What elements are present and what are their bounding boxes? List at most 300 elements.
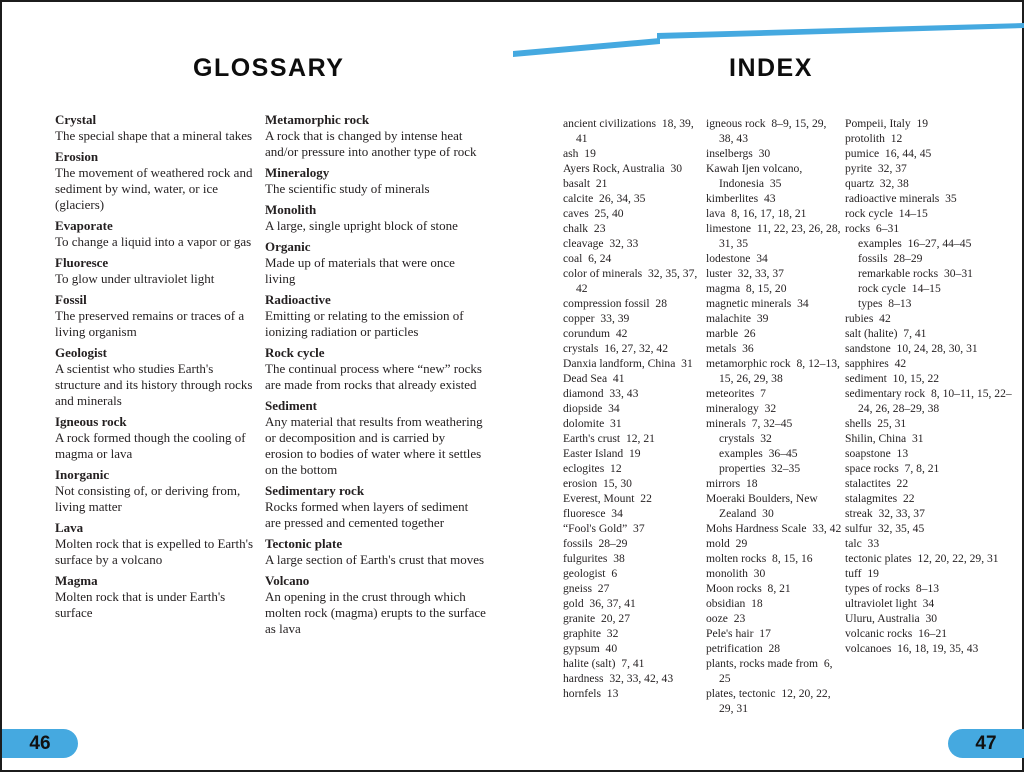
index-entry bbox=[563, 656, 700, 671]
index-entry bbox=[563, 371, 700, 386]
index-term: luster bbox=[706, 267, 732, 280]
index-entry bbox=[706, 311, 843, 326]
glossary-definition: Any material that results from weathering or decomposition and is carried by erosion to bodies of water where it settles on the bottom bbox=[265, 414, 483, 477]
index-pages: 32, 35, 37, 42 bbox=[576, 267, 698, 295]
index-pages: 18 bbox=[745, 477, 758, 490]
index-entry bbox=[845, 236, 1012, 251]
index-term: ash bbox=[563, 147, 579, 160]
index-pages: 12, 20, 22, 29, 31 bbox=[917, 552, 999, 565]
index-entry bbox=[706, 446, 843, 461]
glossary-term: Fluoresce bbox=[55, 255, 109, 270]
glossary-term: Sedimentary rock bbox=[265, 483, 365, 498]
index-pages: 16, 18, 19, 35, 43 bbox=[897, 642, 979, 655]
index-term: Kawah Ijen volcano, Indonesia bbox=[706, 162, 803, 190]
index-entry bbox=[706, 656, 843, 686]
index-term: shells bbox=[845, 417, 872, 430]
index-entry bbox=[706, 281, 843, 296]
index-pages: 34 bbox=[611, 507, 623, 520]
index-term: coal bbox=[563, 252, 583, 265]
index-pages: 6, 25 bbox=[719, 657, 833, 685]
glossary-term: Monolith bbox=[265, 202, 317, 217]
glossary-entry bbox=[265, 345, 486, 393]
index-entry bbox=[706, 686, 843, 716]
index-entry bbox=[563, 341, 700, 356]
glossary-definition: To glow under ultraviolet light bbox=[55, 271, 215, 286]
index-entry bbox=[845, 191, 1012, 206]
index-pages: 14–15 bbox=[898, 207, 928, 220]
index-pages: 32, 33, 37 bbox=[878, 507, 925, 520]
index-pages: 30 bbox=[670, 162, 683, 175]
index-term: rubies bbox=[845, 312, 874, 325]
index-entry bbox=[845, 476, 1012, 491]
index-entry bbox=[706, 386, 843, 401]
index-entry bbox=[706, 596, 843, 611]
index-term: marble bbox=[706, 327, 739, 340]
index-term: salt (halite) bbox=[845, 327, 898, 340]
glossary-entry bbox=[265, 292, 486, 340]
index-entry bbox=[706, 266, 843, 281]
index-entry bbox=[563, 146, 700, 161]
index-entry bbox=[706, 296, 843, 311]
index-term: hardness bbox=[563, 672, 604, 685]
index-term: rock cycle bbox=[858, 282, 906, 295]
index-pages: 22 bbox=[896, 477, 909, 490]
index-term: graphite bbox=[563, 627, 601, 640]
index-entry bbox=[706, 431, 843, 446]
index-entry bbox=[563, 401, 700, 416]
index-term: erosion bbox=[563, 477, 598, 490]
index-entry bbox=[706, 326, 843, 341]
index-pages: 32, 33, 37 bbox=[737, 267, 784, 280]
index-entry bbox=[563, 521, 700, 536]
glossary-entry bbox=[55, 112, 257, 144]
index-pages: 32, 33 bbox=[609, 237, 639, 250]
index-pages: 33, 39 bbox=[600, 312, 630, 325]
index-pages: 28–29 bbox=[893, 252, 923, 265]
index-term: sedimentary rock bbox=[845, 387, 926, 400]
index-entry bbox=[563, 266, 700, 296]
index-pages: 13 bbox=[896, 447, 909, 460]
index-term: caves bbox=[563, 207, 589, 220]
index-term: examples bbox=[858, 237, 902, 250]
index-pages: 31 bbox=[681, 357, 693, 370]
index-term: lava bbox=[706, 207, 726, 220]
index-entry bbox=[563, 236, 700, 251]
index-entry bbox=[845, 116, 1012, 131]
index-term: metals bbox=[706, 342, 737, 355]
index-term: properties bbox=[719, 462, 766, 475]
glossary-term: Organic bbox=[265, 239, 311, 254]
index-entry bbox=[563, 296, 700, 311]
glossary-definition: Made up of materials that were once living bbox=[265, 255, 455, 286]
index-entry bbox=[706, 116, 843, 146]
index-pages: 11, 22, 23, 26, 28, 31, 35 bbox=[719, 222, 841, 250]
index-term: compression fossil bbox=[563, 297, 650, 310]
glossary-column-1 bbox=[55, 112, 257, 626]
glossary-definition: Molten rock that is expelled to Earth's surface by a volcano bbox=[55, 536, 254, 567]
index-term: sulfur bbox=[845, 522, 873, 535]
index-pages: 7, 32–45 bbox=[751, 417, 793, 430]
glossary-term: Radioactive bbox=[265, 292, 331, 307]
index-pages: 21 bbox=[595, 177, 608, 190]
index-pages: 19 bbox=[629, 447, 641, 460]
index-pages: 7 bbox=[760, 387, 766, 400]
index-pages: 36, 37, 41 bbox=[589, 597, 636, 610]
index-term: sandstone bbox=[845, 342, 891, 355]
glossary-entry bbox=[265, 112, 486, 160]
index-term: meteorites bbox=[706, 387, 755, 400]
index-pages: 16–21 bbox=[918, 627, 948, 640]
index-pages: 34 bbox=[797, 297, 809, 310]
index-term: ultraviolet light bbox=[845, 597, 917, 610]
glossary-term: Lava bbox=[55, 520, 84, 535]
index-pages: 30 bbox=[762, 507, 774, 520]
glossary-definition: The continual process where “new” rocks are made from rocks that already existed bbox=[265, 361, 482, 392]
index-pages: 39 bbox=[756, 312, 769, 325]
index-term: basalt bbox=[563, 177, 591, 190]
index-pages: 22 bbox=[902, 492, 915, 505]
glossary-term: Mineralogy bbox=[265, 165, 330, 180]
index-entry bbox=[845, 161, 1012, 176]
glossary-entry bbox=[265, 483, 486, 531]
index-column-2 bbox=[706, 116, 843, 716]
index-entry bbox=[563, 506, 700, 521]
glossary-term: Inorganic bbox=[55, 467, 110, 482]
index-term: mineralogy bbox=[706, 402, 759, 415]
index-term: calcite bbox=[563, 192, 594, 205]
index-column-1 bbox=[563, 116, 700, 701]
index-pages: 12, 21 bbox=[625, 432, 655, 445]
index-pages: 8–13 bbox=[888, 297, 912, 310]
index-entry bbox=[706, 476, 843, 491]
index-entry bbox=[706, 461, 843, 476]
index-pages: 26, 34, 35 bbox=[599, 192, 646, 205]
index-term: ooze bbox=[706, 612, 728, 625]
glossary-definition: Emitting or relating to the emission of ionizing radiation or particles bbox=[265, 308, 464, 339]
glossary-term: Fossil bbox=[55, 292, 87, 307]
index-entry bbox=[563, 206, 700, 221]
glossary-definition: The scientific study of minerals bbox=[265, 181, 430, 196]
glossary-definition: A large, single upright block of stone bbox=[265, 218, 458, 233]
index-pages: 36 bbox=[742, 342, 754, 355]
index-term: Pele's hair bbox=[706, 627, 754, 640]
index-entry bbox=[706, 356, 843, 386]
index-term: diopside bbox=[563, 402, 603, 415]
index-term: minerals bbox=[706, 417, 746, 430]
index-pages: 31 bbox=[912, 432, 924, 445]
index-pages: 30–31 bbox=[943, 267, 973, 280]
index-entry bbox=[563, 416, 700, 431]
glossary-term: Sediment bbox=[265, 398, 317, 413]
glossary-term: Igneous rock bbox=[55, 414, 127, 429]
index-pages: 30 bbox=[753, 567, 766, 580]
index-entry bbox=[563, 161, 700, 176]
index-pages: 25, 40 bbox=[594, 207, 624, 220]
index-pages: 12, 20, 22, 29, 31 bbox=[719, 687, 831, 715]
index-term: dolomite bbox=[563, 417, 605, 430]
index-entry bbox=[706, 641, 843, 656]
index-pages: 32 bbox=[606, 627, 619, 640]
index-pages: 43 bbox=[763, 192, 776, 205]
index-pages: 16, 27, 32, 42 bbox=[604, 342, 668, 355]
index-page-title: INDEX bbox=[729, 54, 813, 82]
index-entry bbox=[706, 416, 843, 431]
glossary-definition: Molten rock that is under Earth's surface bbox=[55, 589, 226, 620]
index-entry bbox=[563, 671, 700, 686]
index-entry bbox=[845, 296, 1012, 311]
index-term: Easter Island bbox=[563, 447, 624, 460]
index-entry bbox=[563, 491, 700, 506]
glossary-term: Metamorphic rock bbox=[265, 112, 370, 127]
index-term: granite bbox=[563, 612, 596, 625]
glossary-entry bbox=[55, 345, 257, 409]
index-entry bbox=[706, 566, 843, 581]
index-entry bbox=[845, 611, 1012, 626]
index-entry bbox=[845, 206, 1012, 221]
index-entry bbox=[845, 416, 1012, 431]
index-entry bbox=[845, 641, 1012, 656]
index-pages: 27 bbox=[597, 582, 610, 595]
index-term: mirrors bbox=[706, 477, 741, 490]
index-entry bbox=[563, 221, 700, 236]
glossary-entry bbox=[55, 292, 257, 340]
index-term: volcanic rocks bbox=[845, 627, 913, 640]
index-entry bbox=[845, 386, 1012, 416]
index-term: streak bbox=[845, 507, 873, 520]
glossary-entry bbox=[265, 573, 486, 637]
index-entry bbox=[845, 506, 1012, 521]
index-term: fulgurites bbox=[563, 552, 608, 565]
index-pages: 8, 16, 17, 18, 21 bbox=[731, 207, 807, 220]
index-pages: 22 bbox=[640, 492, 652, 505]
index-term: obsidian bbox=[706, 597, 746, 610]
index-term: Moon rocks bbox=[706, 582, 762, 595]
index-entry bbox=[845, 371, 1012, 386]
index-entry bbox=[563, 476, 700, 491]
index-entry bbox=[706, 626, 843, 641]
index-term: stalagmites bbox=[845, 492, 898, 505]
glossary-definition: A rock formed though the cooling of magma or lava bbox=[55, 430, 246, 461]
index-term: pyrite bbox=[845, 162, 873, 175]
index-pages: 32, 38 bbox=[879, 177, 909, 190]
index-entry bbox=[845, 521, 1012, 536]
index-term: petrification bbox=[706, 642, 763, 655]
index-pages: 32, 35, 45 bbox=[877, 522, 925, 535]
index-term: gneiss bbox=[563, 582, 592, 595]
index-entry bbox=[845, 221, 1012, 236]
index-pages: 32, 37 bbox=[877, 162, 907, 175]
index-term: eclogites bbox=[563, 462, 605, 475]
index-entry bbox=[563, 461, 700, 476]
index-entry bbox=[845, 266, 1012, 281]
index-entry bbox=[845, 566, 1012, 581]
index-entry bbox=[706, 146, 843, 161]
index-pages: 23 bbox=[593, 222, 606, 235]
index-pages: 42 bbox=[894, 357, 907, 370]
index-pages: 16, 44, 45 bbox=[884, 147, 932, 160]
index-column-3 bbox=[845, 116, 1012, 656]
glossary-definition: A scientist who studies Earth's structure and its history through rocks and minerals bbox=[55, 361, 253, 408]
index-pages: 42 bbox=[615, 327, 628, 340]
index-term: quartz bbox=[845, 177, 874, 190]
index-term: Danxia landform, China bbox=[563, 357, 676, 370]
index-pages: 12 bbox=[890, 132, 903, 145]
index-entry bbox=[845, 626, 1012, 641]
glossary-definition: The movement of weathered rock and sediment by wind, water, or ice (glaciers) bbox=[55, 165, 253, 212]
glossary-term: Magma bbox=[55, 573, 98, 588]
index-term: tectonic plates bbox=[845, 552, 912, 565]
index-term: mold bbox=[706, 537, 730, 550]
index-pages: 36–45 bbox=[768, 447, 798, 460]
index-pages: 10, 15, 22 bbox=[892, 372, 940, 385]
index-entry bbox=[706, 221, 843, 251]
index-term: color of minerals bbox=[563, 267, 643, 280]
glossary-term: Evaporate bbox=[55, 218, 113, 233]
index-entry bbox=[845, 431, 1012, 446]
glossary-entry bbox=[55, 149, 257, 213]
blue-stripe-right-segment bbox=[657, 23, 1024, 39]
index-pages: 32–35 bbox=[771, 462, 801, 475]
index-term: sediment bbox=[845, 372, 887, 385]
index-entry bbox=[845, 131, 1012, 146]
index-term: crystals bbox=[563, 342, 599, 355]
index-pages: 20, 27 bbox=[601, 612, 630, 625]
glossary-definition: A large section of Earth's crust that moves bbox=[265, 552, 485, 567]
index-entry bbox=[563, 551, 700, 566]
index-term: space rocks bbox=[845, 462, 899, 475]
index-term: lodestone bbox=[706, 252, 751, 265]
index-term: volcanoes bbox=[845, 642, 892, 655]
index-term: geologist bbox=[563, 567, 606, 580]
glossary-definition: The special shape that a mineral takes bbox=[55, 128, 253, 143]
glossary-definition: To change a liquid into a vapor or gas bbox=[55, 234, 252, 249]
index-pages: 17 bbox=[759, 627, 771, 640]
index-entry bbox=[845, 461, 1012, 476]
index-term: kimberlites bbox=[706, 192, 759, 205]
index-pages: 12 bbox=[610, 462, 622, 475]
glossary-entry bbox=[265, 239, 486, 287]
glossary-term: Tectonic plate bbox=[265, 536, 343, 551]
index-entry bbox=[706, 611, 843, 626]
index-term: Everest, Mount bbox=[563, 492, 635, 505]
index-term: tuff bbox=[845, 567, 862, 580]
index-pages: 38 bbox=[613, 552, 625, 565]
index-pages: 28 bbox=[655, 297, 668, 310]
index-pages: 19 bbox=[867, 567, 879, 580]
index-term: Earth's crust bbox=[563, 432, 621, 445]
index-term: molten rocks bbox=[706, 552, 767, 565]
index-term: Moeraki Boulders, New Zealand bbox=[706, 492, 818, 520]
index-pages: 7, 41 bbox=[621, 657, 645, 670]
index-entry bbox=[563, 536, 700, 551]
index-term: remarkable rocks bbox=[858, 267, 939, 280]
index-pages: 33, 43 bbox=[609, 387, 639, 400]
glossary-page-title: GLOSSARY bbox=[193, 54, 345, 82]
blue-stripe-left-segment bbox=[513, 38, 660, 57]
index-term: pumice bbox=[845, 147, 880, 160]
index-pages: 6, 24 bbox=[588, 252, 612, 265]
glossary-definition: Not consisting of, or deriving from, living matter bbox=[55, 483, 241, 514]
glossary-column-2 bbox=[265, 112, 486, 642]
index-term: limestone bbox=[706, 222, 752, 235]
index-entry bbox=[563, 311, 700, 326]
index-pages: 8, 10–11, 15, 22–24, 26, 28–29, 38 bbox=[858, 387, 1012, 415]
index-entry bbox=[563, 326, 700, 341]
index-entry bbox=[845, 251, 1012, 266]
index-term: ancient civilizations bbox=[563, 117, 657, 130]
index-entry bbox=[706, 536, 843, 551]
index-entry bbox=[706, 161, 843, 191]
index-term: rocks bbox=[845, 222, 871, 235]
index-term: talc bbox=[845, 537, 862, 550]
index-term: stalactites bbox=[845, 477, 891, 490]
index-term: copper bbox=[563, 312, 595, 325]
glossary-definition: Rocks formed when layers of sediment are pressed and cemented together bbox=[265, 499, 469, 530]
index-entry bbox=[706, 341, 843, 356]
glossary-definition: A rock that is changed by intense heat and/or pressure into another type of rock bbox=[265, 128, 477, 159]
index-pages: 23 bbox=[733, 612, 746, 625]
index-term: cleavage bbox=[563, 237, 604, 250]
index-term: radioactive minerals bbox=[845, 192, 940, 205]
index-term: inselbergs bbox=[706, 147, 753, 160]
glossary-definition: An opening in the crust through which molten rock (magma) erupts to the surface as lava bbox=[265, 589, 486, 636]
index-term: hornfels bbox=[563, 687, 601, 700]
index-term: types bbox=[858, 297, 883, 310]
index-entry bbox=[845, 551, 1012, 566]
index-entry bbox=[563, 686, 700, 701]
index-pages: 7, 41 bbox=[903, 327, 927, 340]
page-number-badge-right: 47 bbox=[948, 729, 1024, 758]
index-term: Shilin, China bbox=[845, 432, 907, 445]
index-entry bbox=[845, 596, 1012, 611]
index-entry bbox=[706, 521, 843, 536]
index-term: examples bbox=[719, 447, 763, 460]
glossary-term: Erosion bbox=[55, 149, 99, 164]
index-pages: 37 bbox=[633, 522, 645, 535]
index-pages: 8, 15, 20 bbox=[745, 282, 787, 295]
index-pages: 19 bbox=[584, 147, 596, 160]
index-term: fluoresce bbox=[563, 507, 606, 520]
index-pages: 28 bbox=[768, 642, 781, 655]
index-pages: 15, 30 bbox=[602, 477, 632, 490]
index-term: gold bbox=[563, 597, 584, 610]
index-pages: 25, 31 bbox=[877, 417, 907, 430]
index-pages: 29 bbox=[735, 537, 748, 550]
index-entry bbox=[563, 116, 700, 146]
index-term: fossils bbox=[563, 537, 593, 550]
index-term: gypsum bbox=[563, 642, 600, 655]
index-pages: 40 bbox=[605, 642, 618, 655]
index-entry bbox=[706, 551, 843, 566]
glossary-term: Crystal bbox=[55, 112, 97, 127]
index-pages: 42 bbox=[879, 312, 891, 325]
index-pages: 18 bbox=[751, 597, 763, 610]
index-term: rock cycle bbox=[845, 207, 893, 220]
index-pages: 32, 33, 42, 43 bbox=[609, 672, 674, 685]
glossary-entry bbox=[265, 202, 486, 234]
index-entry bbox=[845, 356, 1012, 371]
index-entry bbox=[706, 191, 843, 206]
index-pages: 34 bbox=[922, 597, 935, 610]
index-term: plates, tectonic bbox=[706, 687, 776, 700]
index-pages: 13 bbox=[606, 687, 619, 700]
index-term: corundum bbox=[563, 327, 611, 340]
glossary-term: Rock cycle bbox=[265, 345, 325, 360]
index-term: igneous rock bbox=[706, 117, 766, 130]
index-pages: 41 bbox=[612, 372, 625, 385]
index-term: diamond bbox=[563, 387, 604, 400]
index-entry bbox=[563, 176, 700, 191]
